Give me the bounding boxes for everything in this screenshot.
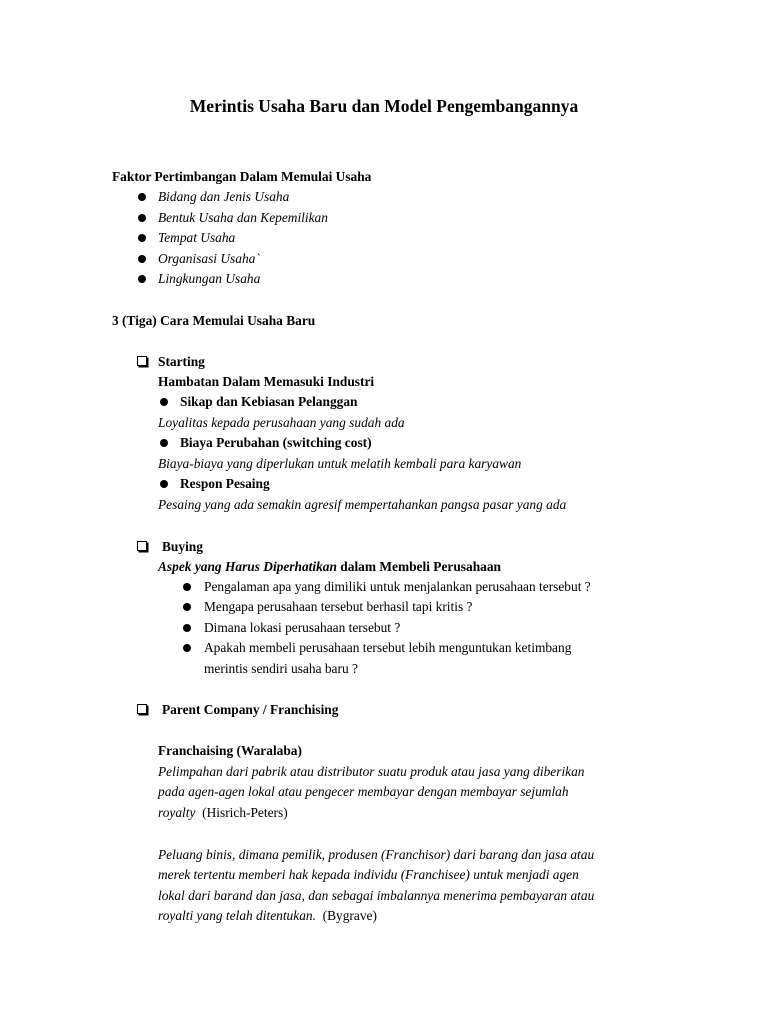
- barrier-desc: Loyalitas kepada perusahaan yang sudah ada: [158, 415, 405, 430]
- buying-item: Dimana lokasi perusahaan tersebut ?: [204, 620, 401, 635]
- definition-source: (Hisrich-Peters): [195, 805, 288, 820]
- definition-line: Peluang binis, dimana pemilik, produsen (Franchisor) dari barang dan jasa atau: [158, 847, 595, 862]
- bullet-icon: [183, 624, 191, 632]
- buying-item: Pengalaman apa yang dimiliki untuk menjalankan perusahaan tersebut ?: [204, 579, 591, 594]
- buying-item-continuation: merintis sendiri usaha baru ?: [204, 661, 358, 676]
- definition-source: (Bygrave): [315, 908, 377, 923]
- definition-line: Pelimpahan dari pabrik atau distributor suatu produk atau jasa yang diberikan: [158, 764, 585, 779]
- bullet-icon: [138, 234, 146, 242]
- barrier-title: Biaya Perubahan (switching cost): [180, 435, 372, 450]
- definition-line-last: [158, 906, 377, 926]
- page-title: Merintis Usaha Baru dan Model Pengembangannya: [189, 96, 579, 116]
- definition-line-last: [158, 803, 288, 823]
- faktor-heading: Faktor Pertimbangan Dalam Memulai Usaha: [112, 169, 372, 184]
- barrier-desc: Biaya-biaya yang diperlukan untuk melatih kembali para karyawan: [158, 456, 522, 471]
- barrier-desc: Pesaing yang ada semakin agresif mempertahankan pangsa pasar yang ada: [158, 497, 567, 512]
- buying-item: Apakah membeli perusahaan tersebut lebih menguntukan ketimbang: [204, 640, 572, 655]
- bullet-icon: [138, 193, 146, 201]
- checkbox-icon: [137, 356, 147, 366]
- bullet-icon: [138, 275, 146, 283]
- checkbox-icon: [137, 541, 147, 551]
- cara-heading: 3 (Tiga) Cara Memulai Usaha Baru: [112, 313, 316, 328]
- bullet-icon: [160, 480, 168, 488]
- barrier-title: Respon Pesaing: [180, 476, 270, 491]
- definition-line: pada agen-agen lokal atau pengecer membayar dengan membayar sejumlah: [158, 784, 569, 799]
- checkbox-icon: [137, 704, 147, 714]
- faktor-item: Tempat Usaha: [158, 230, 236, 245]
- bullet-icon: [138, 255, 146, 263]
- definition-text: royalty: [158, 805, 196, 820]
- buying-aspect-italic: Aspek yang Harus Diperhatikan: [158, 559, 337, 574]
- starting-subheading: Hambatan Dalam Memasuki Industri: [158, 374, 375, 389]
- definition-line: merek tertentu memberi hak kepada individu (Franchisee) untuk menjadi agen: [158, 867, 579, 882]
- faktor-item: Bidang dan Jenis Usaha: [158, 189, 290, 204]
- buying-aspect: [158, 557, 501, 577]
- bullet-icon: [160, 398, 168, 406]
- parent-label: Parent Company / Franchising: [162, 702, 339, 717]
- barrier-title: Sikap dan Kebiasan Pelanggan: [180, 394, 358, 409]
- starting-label: Starting: [158, 354, 205, 369]
- buying-label: Buying: [162, 539, 203, 554]
- faktor-item: Organisasi Usaha`: [158, 251, 260, 266]
- buying-aspect-rest: dalam Membeli Perusahaan: [336, 559, 501, 574]
- faktor-item: Lingkungan Usaha: [158, 271, 261, 286]
- buying-item: Mengapa perusahaan tersebut berhasil tapi kritis ?: [204, 599, 473, 614]
- bullet-icon: [183, 603, 191, 611]
- definition-line: lokal dari barand dan jasa, dan sebagai imbalannya menerima pembayaran atau: [158, 888, 595, 903]
- bullet-icon: [138, 214, 146, 222]
- bullet-icon: [183, 583, 191, 591]
- franchise-heading: Franchaising (Waralaba): [158, 743, 302, 758]
- bullet-icon: [160, 439, 168, 447]
- bullet-icon: [183, 644, 191, 652]
- definition-text: royalti yang telah ditentukan.: [158, 908, 316, 923]
- faktor-item: Bentuk Usaha dan Kepemilikan: [158, 210, 328, 225]
